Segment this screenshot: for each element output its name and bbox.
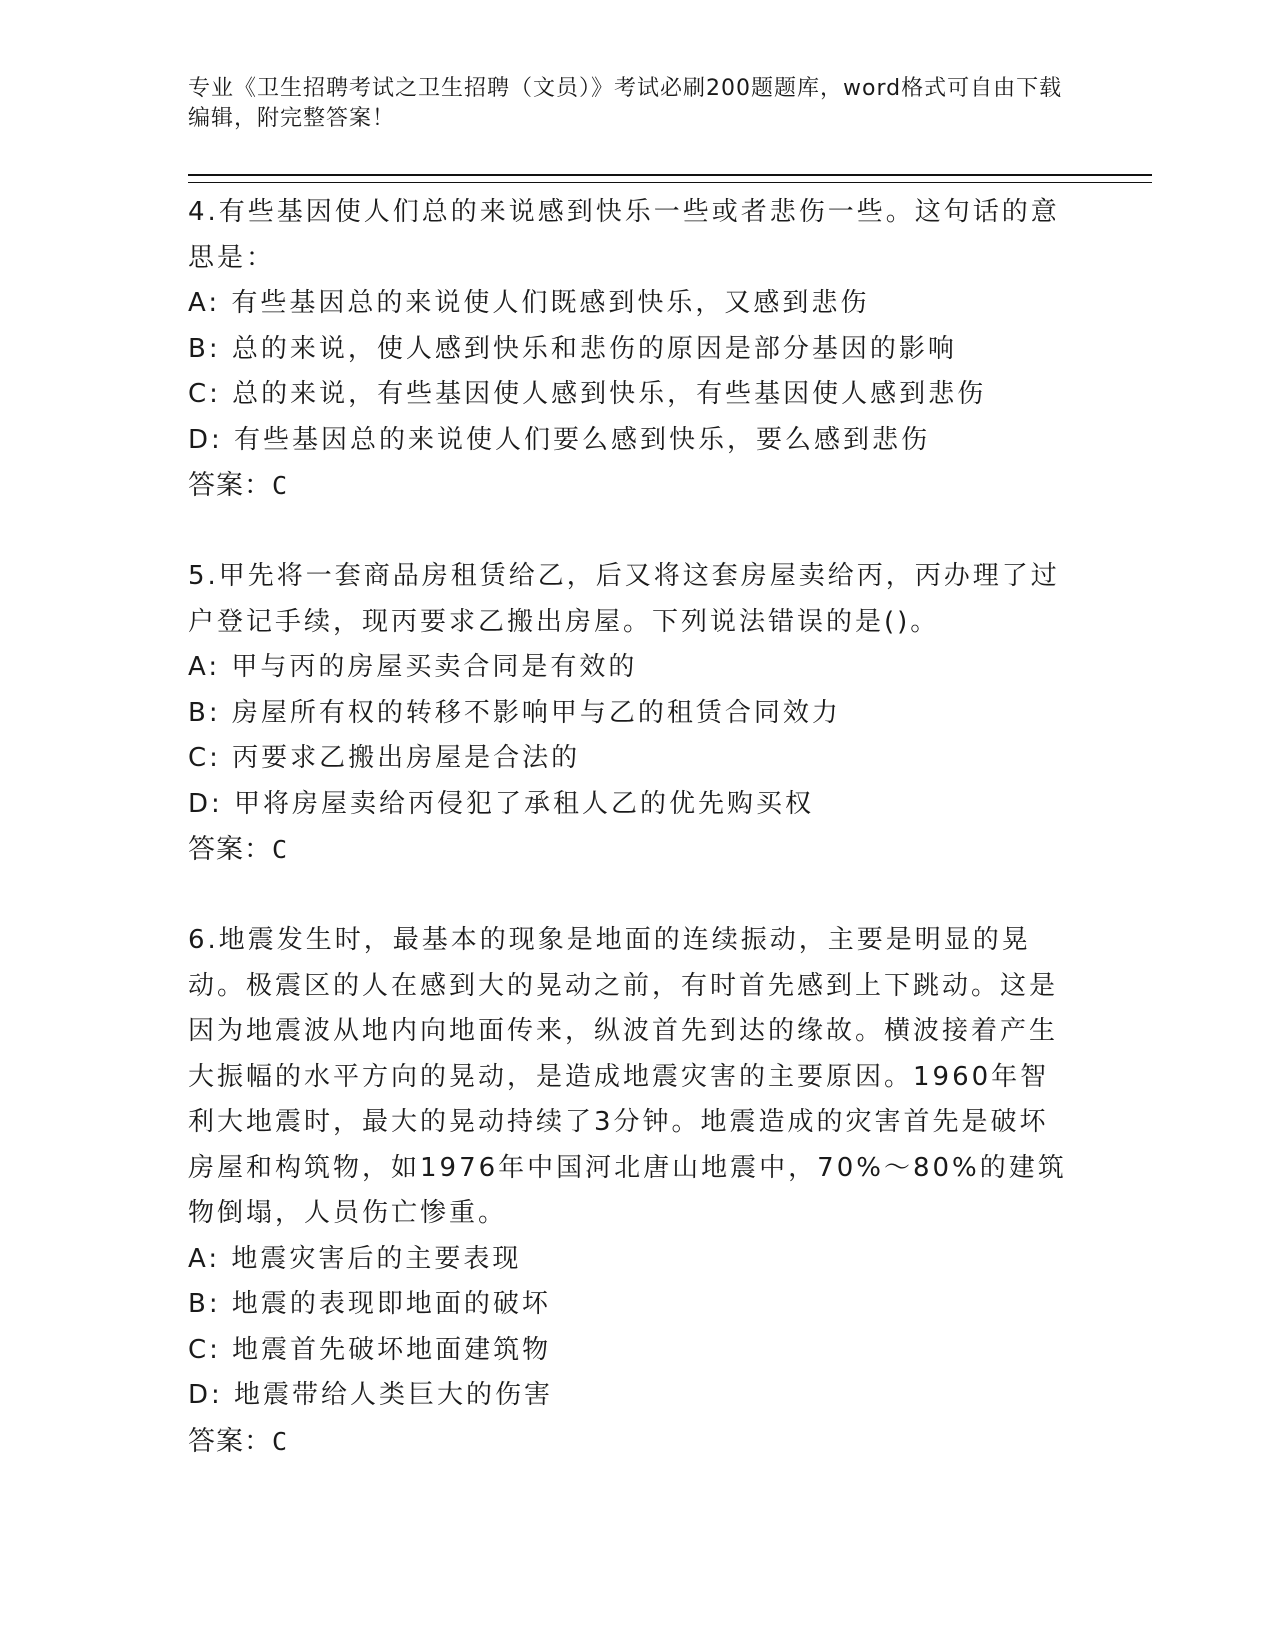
option-d: D: 甲将房屋卖给丙侵犯了承租人乙的优先购买权 [188, 788, 815, 819]
answer-label: 答案： [188, 834, 272, 865]
option-a: A: 有些基因总的来说使人们既感到快乐，又感到悲伤 [188, 288, 870, 318]
option-b: B: 总的来说，使人感到快乐和悲伤的原因是部分基因的影响 [188, 333, 957, 364]
option-c: C: 丙要求乙搬出房屋是合法的 [188, 743, 581, 773]
answer-value: C [272, 1426, 288, 1456]
answer-label: 答案： [188, 470, 272, 501]
question-stem: 6.地震发生时，最基本的现象是地面的连续振动，主要是明显的晃动。极震区的人在感到大的晃动之前，有时首先感到上下跳动。这是因为地震波从地内向地面传来，纵波首先到达的缘故。横波接着产生大振幅的水平方向的晃动，是造成地震灾害的主要原因。1960年智利大地震时，最大的晃动持续了3分钟。地震造成的灾害首先是破坏房屋和构筑物，如1976年中国河北唐山地震中，70%～80%的建筑物倒塌，人员伤亡惨重。 [188, 925, 1067, 1228]
header-divider-thick [188, 174, 1152, 176]
answer-line [188, 1419, 1068, 1464]
option-b: B: 地震的表现即地面的破坏 [188, 1289, 551, 1319]
question-6 [188, 918, 1068, 1464]
header-divider-thin [188, 182, 1152, 183]
option-d: D: 地震带给人类巨大的伤害 [188, 1380, 554, 1410]
option-b: B: 房屋所有权的转移不影响甲与乙的租赁合同效力 [188, 697, 841, 728]
answer-line [188, 827, 1068, 872]
question-stem: 4.有些基因使人们总的来说感到快乐一些或者悲伤一些。这句话的意思是： [188, 197, 1060, 273]
answer-value: C [272, 471, 288, 500]
question-spacer [188, 508, 1068, 554]
page-header: 专业《卫生招聘考试之卫生招聘（文员）》考试必刷200题题库，word格式可自由下载编辑，附完整答案！ [188, 76, 1063, 131]
question-5 [188, 554, 1068, 872]
question-list [188, 190, 1068, 1464]
answer-label: 答案： [188, 1425, 272, 1457]
question-spacer [188, 872, 1068, 918]
question-4 [188, 190, 1068, 508]
answer-line [188, 463, 1068, 508]
answer-value: C [272, 835, 288, 864]
question-stem: 5.甲先将一套商品房租赁给乙，后又将这套房屋卖给丙，丙办理了过户登记手续，现丙要求乙搬出房屋。下列说法错误的是()。 [188, 561, 1060, 637]
option-a: A: 地震灾害后的主要表现 [188, 1243, 522, 1274]
option-a: A: 甲与丙的房屋买卖合同是有效的 [188, 652, 638, 682]
option-c: C: 地震首先破坏地面建筑物 [188, 1334, 552, 1365]
option-d: D: 有些基因总的来说使人们要么感到快乐，要么感到悲伤 [188, 424, 931, 455]
option-c: C: 总的来说，有些基因使人感到快乐，有些基因使人感到悲伤 [188, 379, 987, 409]
